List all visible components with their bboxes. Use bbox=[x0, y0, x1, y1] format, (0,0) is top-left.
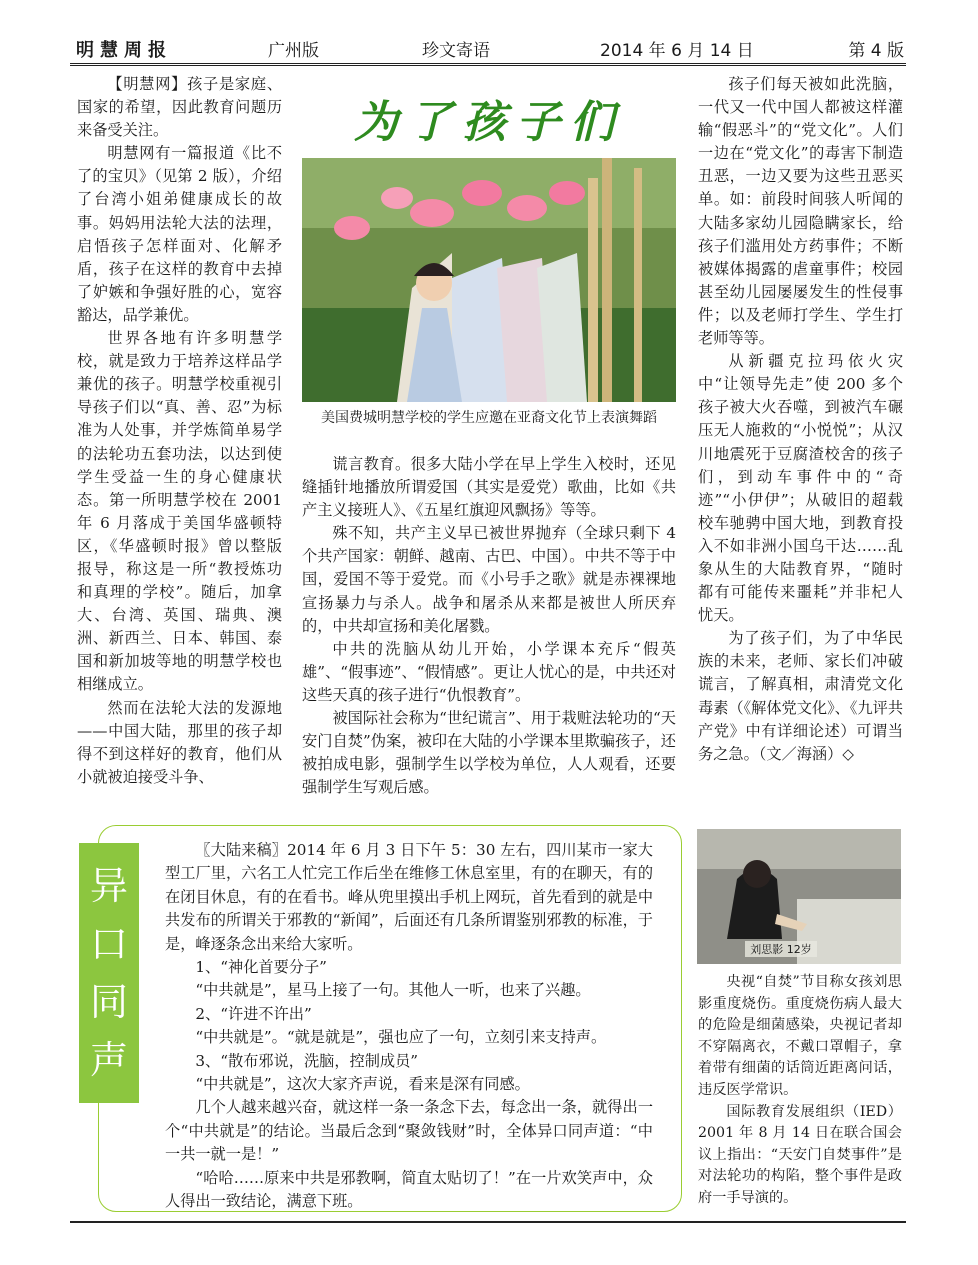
masthead: 明慧周报 bbox=[76, 40, 172, 61]
sidebar-paragraph-2: 国际教育发展组织（IED）2001 年 8 月 14 日在联合国会议上指出：“天安门自焚事件”是对法轮功的构陷，整个事件是政府一手导演的。 bbox=[698, 1103, 902, 1206]
tab-char-4: 声 bbox=[89, 1038, 128, 1082]
dance-performance-photo bbox=[302, 158, 676, 402]
edition-label: 广州版 bbox=[268, 41, 319, 61]
tab-char-1: 异 bbox=[89, 864, 128, 908]
box-story-text bbox=[165, 839, 653, 1214]
footer-rule bbox=[70, 1221, 906, 1223]
box-paragraph-9: “哈哈……原来中共是邪教啊，简直太贴切了！”在一片欢笑声中，众人得出一致结论，满意下班。 bbox=[165, 1168, 653, 1211]
article-headline: 为了孩子们 bbox=[354, 97, 624, 148]
paragraph-col2-4: 被国际社会称为“世纪谎言”、用于栽赃法轮功的“天安门自焚”伪案，被印在大陆的小学课本里欺骗孩子，还被拍成电影，强制学生以学校为单位，人人观看，还要强制学生写观后感。 bbox=[302, 709, 676, 797]
dance-photo-illustration bbox=[302, 158, 676, 402]
photo-name-label: 刘思影 12岁 bbox=[750, 943, 812, 956]
header-rule bbox=[70, 63, 906, 66]
page-number: 第 4 版 bbox=[848, 41, 904, 61]
paragraph-col2-2: 殊不知，共产主义早已被世界抛弃（全球只剩下 4 个共产国家：朝鲜、越南、古巴、中国）。中共不等于中国，爱国不等于爱党。而《小号手之歌》就是赤裸裸地宣扬暴力与杀人。战争和屠杀从来都是被世人所厌弃的，中共却宣扬和美化屠戮。 bbox=[302, 524, 676, 635]
paragraph-col1-4: 然而在法轮大法的发源地——中国大陆，那里的孩子却得不到这样好的教育，他们从小就被迫接受斗争、 bbox=[77, 698, 282, 786]
box-paragraph-3: “中共就是”，星马上接了一句。其他人一听，也来了兴趣。 bbox=[195, 981, 591, 1000]
hospital-photo bbox=[697, 829, 901, 964]
paragraph-col3-2: 从新疆克拉玛依火灾中“让领导先走”使 200 多个孩子被大火吞噬，到被汽车碾压无人施救的“小悦悦”；从汉川地震死于豆腐渣校舍的孩子们，到动车事件中的“奇迹”“小伊伊”；从破旧的超载校车驰骋中国大地，到教育投入不如非洲小国乌干达……乱象从生的大陆教育界，“随时都有可能传来噩耗”并非杞人忧天。 bbox=[698, 352, 903, 625]
paragraph-col1-3: 世界各地有许多明慧学校，就是致力于培养这样品学兼优的孩子。明慧学校重视引导孩子们以“真、善、忍”为标准为人处事，并学炼简单易学的法轮功五套功法，以达到使学生受益一生的身心健康状态。第一所明慧学校在 2001 年 6 月落成于美国华盛顿特区，《华盛顿时报》曾以整版报导，称这是一所“教授炼功和真理的学校”。随后，加拿大、台湾、英国、瑞典、澳洲、新西兰、日本、韩国、泰国和新加坡等地的明慧学校也相继成立。 bbox=[77, 329, 282, 694]
tab-char-2: 口 bbox=[89, 922, 128, 966]
box-paragraph-6: 3、“散布邪说，洗脑，控制成员” bbox=[195, 1051, 419, 1070]
tab-char-3: 同 bbox=[89, 980, 128, 1024]
box-paragraph-7: “中共就是”，这次大家齐声说，看来是深有同感。 bbox=[195, 1075, 530, 1094]
box-paragraph-1: 〖大陆来稿〗2014 年 6 月 3 日下午 5：30 左右，四川某市一家大型工厂里，六名工人忙完工作后坐在维修工休息室里，有的在聊天，有的在闭目休息，有的在看书。峰从兜里摸出手机上网玩，首先看到的就是中共发布的所谓关于邪教的“新闻”，后面还有几条所谓鉴别邪教的标准，于是，峰逐条念出来给大家听。 bbox=[165, 841, 653, 953]
box-paragraph-4: 2、“许进不许出” bbox=[195, 1004, 312, 1023]
paragraph-col1-2: 明慧网有一篇报道《比不了的宝贝》（见第 2 版），介绍了台湾小姐弟健康成长的故事。妈妈用法轮大法的法理，启悟孩子怎样面对、化解矛盾，孩子在这样的教育中去掉了妒嫉和争强好胜的心，宽容豁达，品学兼优。 bbox=[77, 144, 282, 324]
issue-date: 2014 年 6 月 14 日 bbox=[600, 41, 754, 61]
article-column-2 bbox=[302, 453, 676, 799]
paragraph-col2-1: 谎言教育。很多大陆小学在早上学生入校时，还见缝插针地播放所谓爱国（其实是爱党）歌曲，比如《共产主义接班人》、《五星红旗迎风飘扬》等等。 bbox=[302, 455, 676, 520]
paragraph-col3-1: 孩子们每天被如此洗脑，一代又一代中国人都被这样灌输“假恶斗”的“党文化”。人们一边在“党文化”的毒害下制造丑恶，一边又要为这些丑恶买单。如：前段时间骇人听闻的大陆多家幼儿园隐瞒家长，给孩子们滥用处方药事件；不断被媒体揭露的虐童事件；校园甚至幼儿园屡屡发生的性侵事件；以及老师打学生、学生打老师等等。 bbox=[698, 75, 903, 348]
section-title: 珍文寄语 bbox=[422, 41, 490, 61]
box-title-tab bbox=[79, 843, 139, 1103]
sidebar-text bbox=[698, 972, 902, 1210]
page-header bbox=[76, 34, 904, 64]
box-paragraph-2: 1、“神化首要分子” bbox=[195, 958, 327, 977]
box-paragraph-5: “中共就是”。“就是就是”，强也应了一句，立刻引来支持声。 bbox=[195, 1028, 607, 1047]
hospital-photo-illustration bbox=[697, 829, 901, 964]
sidebar-paragraph-1: 央视“自焚”节目称女孩刘思影重度烧伤。重度烧伤病人最大的危险是细菌感染，央视记者却不穿隔离衣，不戴口罩帽子，拿着带有细菌的话筒近距离问话，违反医学常识。 bbox=[698, 974, 902, 1098]
article-column-3 bbox=[698, 73, 903, 766]
article-column-1 bbox=[77, 73, 282, 789]
paragraph-col1-1: 【明慧网】孩子是家庭、国家的希望，因此教育问题历来备受关注。 bbox=[77, 75, 282, 140]
box-paragraph-8: 几个人越来越兴奋，就这样一条一条念下去，每念出一条，就得出一个“中共就是”的结论。当最后念到“聚敛钱财”时，全体异口同声道：“中一共一就一是！” bbox=[165, 1098, 653, 1164]
paragraph-col2-3: 中共的洗脑从幼儿开始，小学课本充斥“假英雄”、“假事迹”、“假情感”。更让人忧心的是，中共还对这些天真的孩子进行“仇恨教育”。 bbox=[302, 639, 676, 704]
photo-caption: 美国费城明慧学校的学生应邀在亚裔文化节上表演舞蹈 bbox=[321, 410, 657, 426]
paragraph-col3-3: 为了孩子们，为了中华民族的未来，老师、家长们冲破谎言，了解真相，肃清党文化毒素（《解体党文化》、《九评共产党》中有详细论述）可谓当务之急。（文／海涵）◇ bbox=[698, 629, 904, 763]
